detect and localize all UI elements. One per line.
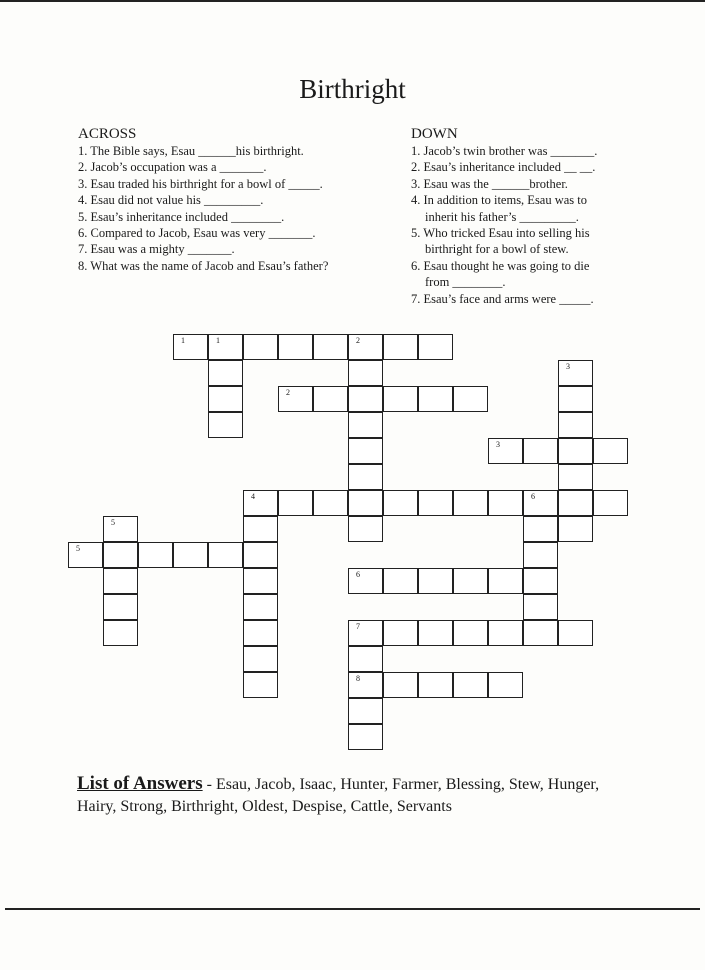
grid-cell[interactable]: [558, 490, 593, 516]
grid-cell[interactable]: [453, 386, 488, 412]
down-clue-1: 1. Jacob’s twin brother was _______.: [411, 144, 598, 158]
across-clue-1: 1. The Bible says, Esau ______his birthright.: [78, 144, 304, 158]
across-heading: ACROSS: [78, 126, 137, 142]
down-clue-5: 5. Who tricked Esau into selling his: [411, 226, 590, 241]
down-clue-2: 2. Esau’s inheritance included __ __.: [411, 160, 596, 175]
grid-cell[interactable]: [523, 490, 558, 516]
clue-number: 4: [251, 492, 255, 501]
down-clue-6: 6. Esau thought he was going to die: [411, 258, 590, 273]
down-heading: DOWN: [411, 126, 458, 142]
clue-number: 1: [216, 336, 220, 345]
grid-cell[interactable]: [313, 334, 348, 360]
grid-cell[interactable]: [453, 490, 488, 516]
grid-cell[interactable]: [523, 594, 558, 620]
across-clue-2: 2. Jacob’s occupation was a _______.: [78, 160, 267, 175]
down-clue-3: 3. Esau was the ______brother.: [411, 176, 568, 191]
grid-cell[interactable]: [103, 568, 138, 594]
grid-cell[interactable]: [558, 360, 593, 386]
grid-cell[interactable]: [348, 724, 383, 750]
grid-cell[interactable]: [243, 334, 278, 360]
grid-cell[interactable]: [488, 620, 523, 646]
grid-cell[interactable]: [348, 698, 383, 724]
down-clue-6-cont: from ________.: [425, 275, 506, 290]
clue-number: 3: [496, 440, 500, 449]
grid-cell[interactable]: [138, 542, 173, 568]
grid-cell[interactable]: [278, 490, 313, 516]
across-clue-5: 5. Esau’s inheritance included ________.: [78, 209, 285, 224]
grid-cell[interactable]: [558, 386, 593, 412]
down-clue-5-cont: birthright for a bowl of stew.: [425, 242, 569, 257]
grid-cell[interactable]: [348, 412, 383, 438]
grid-cell[interactable]: [243, 620, 278, 646]
grid-cell[interactable]: [243, 568, 278, 594]
grid-cell[interactable]: [348, 438, 383, 464]
answer-list-label: List of Answers: [77, 773, 203, 794]
grid-cell[interactable]: [103, 516, 138, 542]
grid-cell[interactable]: [488, 568, 523, 594]
clue-number: 2: [356, 336, 360, 345]
grid-cell[interactable]: [453, 568, 488, 594]
grid-cell[interactable]: [383, 672, 418, 698]
clue-number: 7: [356, 622, 360, 631]
grid-cell[interactable]: [558, 438, 593, 464]
grid-cell[interactable]: [488, 490, 523, 516]
grid-cell[interactable]: [523, 542, 558, 568]
answer-list: [77, 773, 637, 818]
clue-number: 3: [566, 362, 570, 371]
grid-cell[interactable]: [208, 360, 243, 386]
grid-cell[interactable]: [348, 464, 383, 490]
down-clue-4-cont: inherit his father’s _________.: [425, 209, 579, 224]
grid-cell[interactable]: [593, 490, 628, 516]
grid-cell[interactable]: [243, 542, 278, 568]
grid-cell[interactable]: [278, 334, 313, 360]
grid-cell[interactable]: [383, 386, 418, 412]
grid-cell[interactable]: [313, 490, 348, 516]
clue-number: 8: [356, 674, 360, 683]
across-clue-7: 7. Esau was a mighty _______.: [78, 242, 235, 257]
top-rule: [0, 0, 705, 2]
grid-cell[interactable]: [418, 490, 453, 516]
answer-list-separator: -: [202, 776, 216, 793]
down-clues: [411, 125, 597, 307]
grid-cell[interactable]: [348, 646, 383, 672]
grid-cell[interactable]: [383, 490, 418, 516]
grid-cell[interactable]: [418, 620, 453, 646]
grid-cell[interactable]: [208, 542, 243, 568]
grid-cell[interactable]: [418, 334, 453, 360]
grid-cell[interactable]: [453, 620, 488, 646]
clue-number: 2: [286, 388, 290, 397]
grid-cell[interactable]: [488, 672, 523, 698]
grid-cell[interactable]: [243, 594, 278, 620]
grid-cell[interactable]: [313, 386, 348, 412]
grid-cell[interactable]: [558, 464, 593, 490]
grid-cell[interactable]: [348, 386, 383, 412]
grid-cell[interactable]: [348, 490, 383, 516]
grid-cell[interactable]: [453, 672, 488, 698]
grid-cell[interactable]: [348, 568, 383, 594]
grid-cell[interactable]: [173, 542, 208, 568]
grid-cell[interactable]: [418, 386, 453, 412]
grid-cell[interactable]: [418, 568, 453, 594]
grid-cell[interactable]: [523, 568, 558, 594]
grid-cell[interactable]: [348, 620, 383, 646]
clue-number: 6: [531, 492, 535, 501]
grid-cell[interactable]: [593, 438, 628, 464]
grid-cell[interactable]: [523, 516, 558, 542]
across-clues: [78, 125, 328, 274]
answer-list-words: Esau, Jacob, Isaac, Hunter, Farmer, Blessing, Stew, Hunger, Hairy, Strong, Birthright, Oldest, Despise, Cattle, Servants: [77, 776, 600, 815]
clue-number: 6: [356, 570, 360, 579]
grid-cell[interactable]: [208, 334, 243, 360]
grid-cell[interactable]: [348, 360, 383, 386]
page-title: Birthright: [299, 74, 406, 104]
grid-cell[interactable]: [523, 620, 558, 646]
grid-cell[interactable]: [383, 620, 418, 646]
grid-cell[interactable]: [243, 672, 278, 698]
grid-cell[interactable]: [348, 672, 383, 698]
grid-cell[interactable]: [103, 542, 138, 568]
across-clue-8: 8. What was the name of Jacob and Esau’s father?: [78, 258, 329, 273]
grid-cell[interactable]: [68, 542, 103, 568]
across-clue-4: 4. Esau did not value his _________.: [78, 193, 264, 208]
grid-cell[interactable]: [173, 334, 208, 360]
grid-cell[interactable]: [103, 594, 138, 620]
grid-cell[interactable]: [103, 620, 138, 646]
across-clue-3: 3. Esau traded his birthright for a bowl of _____.: [78, 176, 323, 191]
down-clue-7: 7. Esau’s face and arms were _____.: [411, 291, 594, 306]
grid-cell[interactable]: [558, 516, 593, 542]
grid-cell[interactable]: [523, 438, 558, 464]
across-clue-6: 6. Compared to Jacob, Esau was very _______.: [78, 226, 316, 241]
grid-cell[interactable]: [243, 646, 278, 672]
grid-cell[interactable]: [383, 568, 418, 594]
grid-cell[interactable]: [208, 386, 243, 412]
down-clue-4: 4. In addition to items, Esau was to: [411, 193, 588, 208]
grid-cell[interactable]: [418, 672, 453, 698]
grid-cell[interactable]: [488, 438, 523, 464]
grid-cell[interactable]: [208, 412, 243, 438]
grid-cell[interactable]: [243, 516, 278, 542]
clue-number: 5: [111, 518, 115, 527]
grid-cell[interactable]: [348, 334, 383, 360]
grid-cell[interactable]: [558, 412, 593, 438]
grid-cell[interactable]: [348, 516, 383, 542]
clue-number: 5: [76, 544, 80, 553]
grid-cell[interactable]: [383, 334, 418, 360]
grid-cell[interactable]: [558, 620, 593, 646]
grid-cell[interactable]: [243, 490, 278, 516]
bottom-rule: [5, 908, 700, 910]
grid-cell[interactable]: [278, 386, 313, 412]
clue-number: 1: [181, 336, 185, 345]
